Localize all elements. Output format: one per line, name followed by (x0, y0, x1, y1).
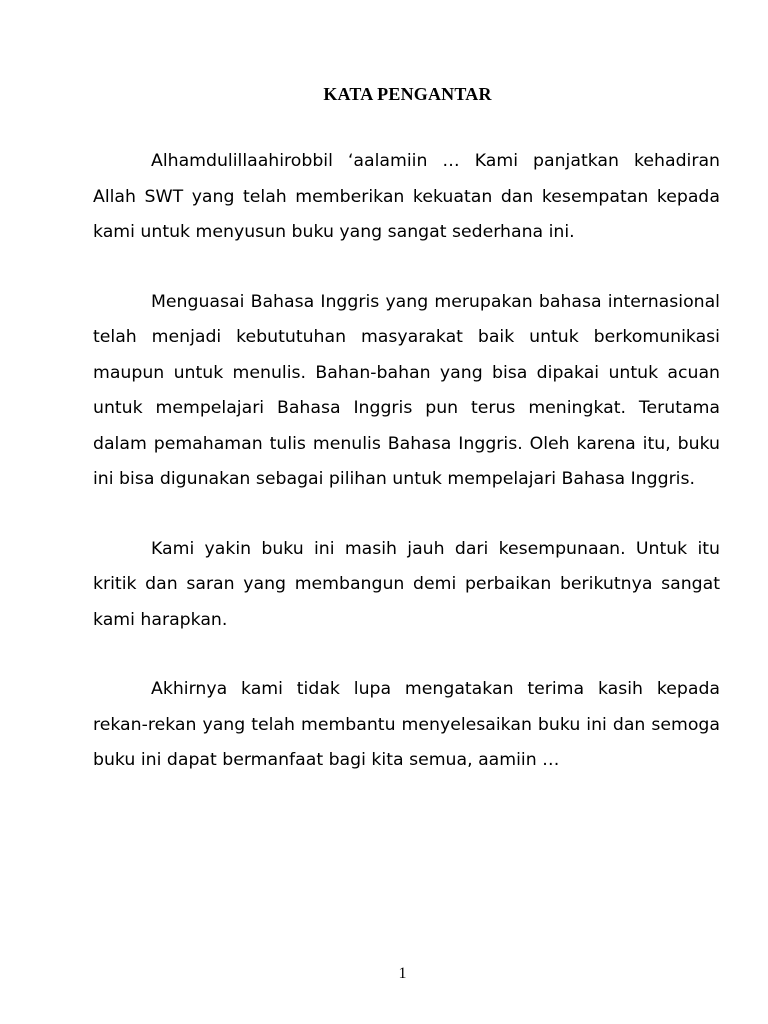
page-number: 1 (398, 965, 407, 982)
page-title: KATA PENGANTAR (323, 84, 492, 104)
paragraph-3: Kami yakin buku ini masih jauh dari kesempunaan. Untuk itu kritik dan saran yang membangun demi perbaikan berikutnya sangat kami harapkan. (93, 538, 720, 630)
paragraph-4: Akhirnya kami tidak lupa mengatakan terima kasih kepada rekan-rekan yang telah membantu menyelesaikan buku ini dan semoga buku ini dapat bermanfaat bagi kita semua, aamiin … (93, 679, 720, 770)
paragraph-2: Menguasai Bahasa Inggris yang merupakan bahasa internasional telah menjadi kebututuhan masyarakat baik untuk berkomunikasi maupun untuk menulis. Bahan-bahan yang bisa dipakai untuk acuan untuk mempelajari Bahasa Inggris pun terus meningkat. Terutama dalam pemahaman tulis menulis Bahasa Inggris. Oleh karena itu, buku ini bisa digunakan sebagai pilihan untuk mempelajari Bahasa Inggris. (93, 291, 720, 489)
paragraph-1: Alhamdulillaahirobbil ‘aalamiin … Kami panjatkan kehadiran Allah SWT yang telah memberikan kekuatan dan kesempatan kepada kami untuk menyusun buku yang sangat sederhana ini. (93, 151, 720, 242)
body-text (93, 144, 720, 813)
